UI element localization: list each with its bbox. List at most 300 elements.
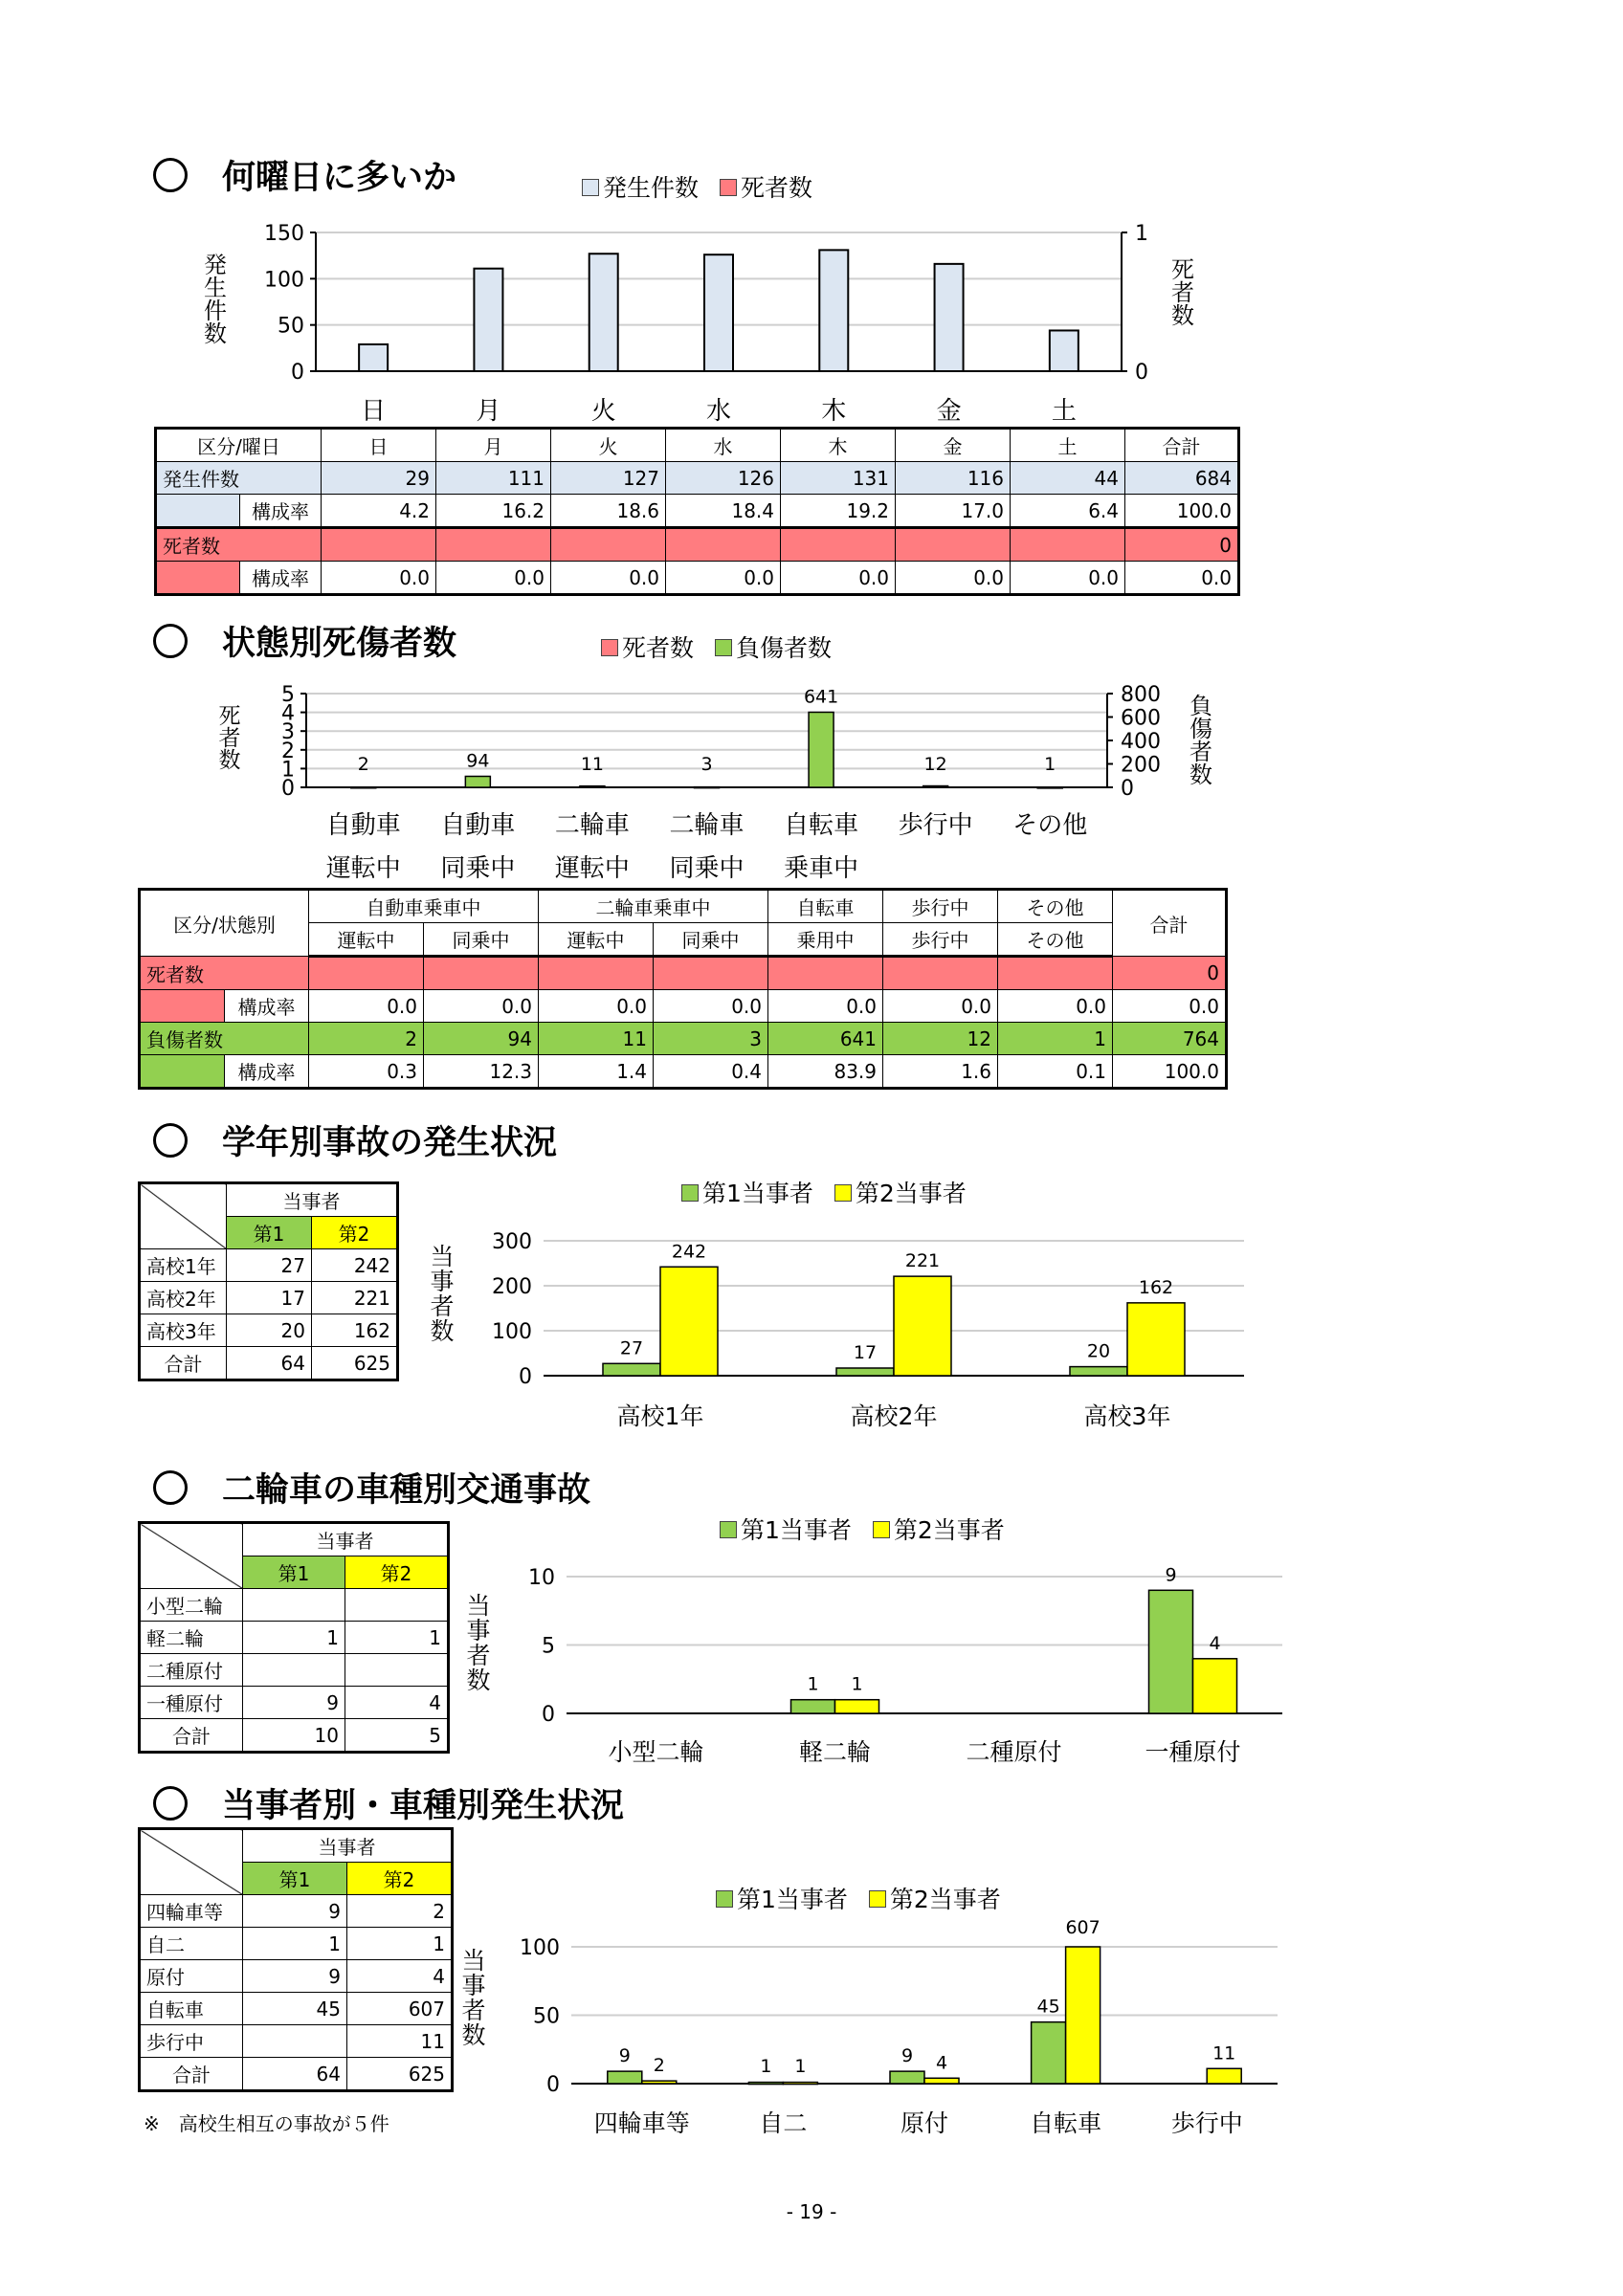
table-cell: 116 (896, 462, 1011, 495)
x-tick-label: 月 (476, 397, 501, 426)
data-label: 2 (653, 2055, 665, 2077)
y-tick-label: 50 (533, 2004, 560, 2029)
bar-injured (809, 712, 834, 787)
table-cell: 0 (1113, 957, 1226, 990)
table-cell: 11 (347, 2025, 452, 2058)
party-header: 当事者 (227, 1184, 397, 1217)
bar-injured (351, 787, 376, 788)
y2-axis-label: 負 (1189, 693, 1212, 719)
bar-party2 (1193, 1659, 1237, 1713)
y2-axis-label: 死 (1171, 256, 1194, 283)
bar-party2 (1127, 1303, 1185, 1376)
table-cell: 1.4 (539, 1055, 654, 1088)
x-tick-label: 同乗中 (669, 854, 745, 883)
footnote: ※ 高校生相互の事故が５件 (144, 2112, 389, 2135)
data-label: 1 (760, 2056, 772, 2077)
row-label: 高校2年 (141, 1282, 227, 1314)
legend-weekday: 発生件数 死者数 (582, 169, 826, 204)
table-cell: 1 (243, 1928, 347, 1960)
table-cell: 1 (345, 1622, 448, 1654)
section-title-state: 状態別死傷者数 (153, 617, 456, 665)
table-cell: 0.1 (998, 1055, 1113, 1088)
data-label: 221 (904, 1250, 941, 1272)
table-cell: 0.0 (424, 990, 539, 1023)
table-corner: 区分/状態別 (141, 891, 309, 957)
data-label: 607 (1065, 1917, 1101, 1938)
x-tick-label: 軽二輪 (798, 1738, 872, 1766)
table-cell: 94 (424, 1023, 539, 1055)
bar-party2 (1207, 2068, 1241, 2084)
row-label: 歩行中 (141, 2025, 243, 2058)
table-cell (666, 528, 781, 562)
table-cell: 0.0 (666, 562, 781, 594)
bar-party1 (608, 2071, 642, 2084)
y-axis-label: 件 (204, 298, 227, 324)
row-label: 一種原付 (141, 1687, 243, 1719)
row-label: 発生件数 (157, 462, 322, 495)
bar-party2 (924, 2078, 959, 2084)
table-diagonal-corner (141, 1830, 243, 1895)
bar-injured (1037, 787, 1062, 788)
y-axis-label: 事 (466, 1617, 491, 1645)
legend-swatch-yellow (834, 1184, 852, 1202)
section-title-twowheel: 二輪車の車種別交通事故 (153, 1464, 590, 1512)
col-header-1: 第1 (243, 1863, 347, 1895)
table-cell (243, 1654, 345, 1687)
table-cell (781, 528, 896, 562)
bar-party1 (748, 2083, 783, 2085)
x-tick-label: 高校3年 (1083, 1402, 1171, 1430)
table-cell: 18.6 (551, 495, 666, 528)
table-twowheel (140, 1523, 448, 1752)
table-header-cell: 自転車 (768, 891, 883, 923)
y-axis-label: 当 (466, 1592, 491, 1620)
table-cell: 20 (227, 1314, 312, 1347)
row-label-spacer (141, 990, 225, 1023)
table-weekday (156, 429, 1238, 594)
data-label: 3 (700, 754, 713, 775)
table-cell (436, 528, 551, 562)
table-cell: 0.0 (539, 990, 654, 1023)
y2-axis-label: 傷 (1189, 716, 1212, 742)
chart-twowheel (450, 1555, 1292, 1770)
bar-weekday (819, 250, 848, 371)
col-header-2: 第2 (347, 1863, 452, 1895)
row-label: 軽二輪 (141, 1622, 243, 1654)
table-header-cell: その他 (998, 891, 1113, 923)
row-label: 原付 (141, 1960, 243, 1993)
y-axis-label: 者 (218, 726, 241, 751)
table-cell: 2 (309, 1023, 424, 1055)
x-tick-label: 乗車中 (784, 854, 859, 883)
row-label: 負傷者数 (141, 1023, 309, 1055)
y2-axis-label: 数 (1189, 762, 1212, 788)
table-cell: 0.0 (896, 562, 1011, 594)
table-cell: 0.0 (551, 562, 666, 594)
y-tick-label: 0 (291, 361, 304, 385)
table-cell (322, 528, 436, 562)
table-corner: 区分/曜日 (157, 430, 322, 462)
y-tick-label: 10 (528, 1566, 555, 1590)
bar-injured (580, 786, 605, 787)
data-label: 1 (851, 1673, 863, 1695)
section-title-grade: 学年別事故の発生状況 (153, 1116, 557, 1164)
row-label-spacer (141, 1055, 225, 1088)
table-cell (551, 528, 666, 562)
data-label: 20 (1086, 1340, 1111, 1362)
table-cell: 162 (312, 1314, 397, 1347)
y-axis-label: 当 (461, 1947, 486, 1975)
table-cell: 684 (1125, 462, 1238, 495)
y-axis-label: 数 (461, 2021, 486, 2049)
table-cell: 2 (347, 1895, 452, 1928)
circle-icon (153, 624, 188, 658)
table-cell: 625 (347, 2058, 452, 2090)
y-axis-label: 事 (430, 1268, 455, 1295)
legend-grade: 第1当事者 第2当事者 (681, 1175, 980, 1209)
row-label: 合計 (141, 1347, 227, 1380)
x-tick-label: 自動車 (440, 811, 516, 840)
table-subheader-cell: 乗用中 (768, 923, 883, 957)
table-cell (243, 1589, 345, 1622)
bar-party1 (890, 2071, 924, 2084)
y-tick-label: 1 (281, 758, 295, 783)
table-cell: 1 (243, 1622, 345, 1654)
table-cell: 100.0 (1113, 1055, 1226, 1088)
table-cell: 242 (312, 1249, 397, 1282)
y-tick-label: 100 (264, 268, 304, 293)
table-cell: 16.2 (436, 495, 551, 528)
x-tick-label: 四輪車等 (593, 2109, 690, 2137)
row-label: 四輪車等 (141, 1895, 243, 1928)
x-tick-label: 水 (705, 397, 732, 426)
table-cell: 10 (243, 1719, 345, 1752)
data-label: 4 (1209, 1632, 1221, 1654)
row-label: 構成率 (240, 495, 322, 528)
table-header-cell: 二輪車乗車中 (539, 891, 768, 923)
bar-party2 (894, 1276, 951, 1376)
legend-swatch-green (715, 639, 732, 656)
data-label: 12 (923, 754, 947, 775)
row-label-spacer (157, 562, 240, 594)
row-label: 構成率 (225, 990, 309, 1023)
table-cell: 44 (1011, 462, 1125, 495)
y2-tick-label: 800 (1121, 683, 1161, 707)
legend-twowheel: 第1当事者 第2当事者 (720, 1512, 1018, 1546)
y-tick-label: 300 (492, 1230, 532, 1254)
data-label: 9 (618, 2045, 631, 2067)
table-cell: 4.2 (322, 495, 436, 528)
table-cell: 0.3 (309, 1055, 424, 1088)
table-cell: 27 (227, 1249, 312, 1282)
table-subheader-cell: 同乗中 (424, 923, 539, 957)
chart-weekday (191, 215, 1206, 430)
table-cell (768, 957, 883, 990)
data-label: 2 (357, 754, 369, 775)
table-cell (654, 957, 768, 990)
table-cell: 3 (654, 1023, 768, 1055)
table-cell: 17 (227, 1282, 312, 1314)
circle-icon (153, 1470, 188, 1505)
row-label: 小型二輪 (141, 1589, 243, 1622)
y-tick-label: 0 (281, 777, 295, 801)
bar-party1 (836, 1368, 894, 1376)
legend-swatch-green (681, 1184, 699, 1202)
bar-party1 (603, 1363, 660, 1376)
row-label: 死者数 (157, 528, 322, 562)
table-cell: 9 (243, 1687, 345, 1719)
x-tick-label: 金 (936, 397, 962, 426)
y2-tick-label: 200 (1121, 753, 1161, 778)
bar-party2 (783, 2083, 817, 2085)
data-label: 9 (1165, 1564, 1177, 1586)
data-label: 11 (580, 754, 605, 775)
table-cell: 12 (883, 1023, 998, 1055)
y-axis-label: 数 (218, 748, 241, 773)
legend-state: 死者数 負傷者数 (601, 629, 845, 664)
data-label: 9 (900, 2045, 914, 2067)
bar-party1 (1070, 1367, 1127, 1376)
table-cell: 0.0 (1011, 562, 1125, 594)
bar-weekday (474, 269, 502, 371)
bar-injured (695, 787, 720, 788)
x-tick-label: 二輪車 (669, 811, 745, 840)
table-header-cell: 水 (666, 430, 781, 462)
y2-tick-label: 400 (1121, 730, 1161, 754)
legend-vehicle: 第1当事者 第2当事者 (716, 1881, 1014, 1915)
table-subheader-cell: 歩行中 (883, 923, 998, 957)
table-cell: 0.0 (781, 562, 896, 594)
table-header-cell: 自動車乗車中 (309, 891, 539, 923)
row-label: 二種原付 (141, 1654, 243, 1687)
table-cell: 0.0 (436, 562, 551, 594)
y-axis-label: 生 (204, 275, 227, 301)
legend-swatch-red (601, 639, 618, 656)
bar-weekday (935, 264, 964, 371)
x-tick-label: 高校1年 (616, 1402, 704, 1430)
row-label: 構成率 (225, 1055, 309, 1088)
legend-swatch-red (720, 179, 737, 196)
chart-vehicle (455, 1904, 1297, 2138)
y-tick-label: 0 (519, 1365, 532, 1389)
table-subheader-cell: 同乗中 (654, 923, 768, 957)
table-cell: 625 (312, 1347, 397, 1380)
data-label: 11 (1212, 2042, 1236, 2064)
table-header-cell: 日 (322, 430, 436, 462)
table-header-cell: 月 (436, 430, 551, 462)
table-cell: 18.4 (666, 495, 781, 528)
table-subheader-cell: 運転中 (309, 923, 424, 957)
table-header-cell: 合計 (1125, 430, 1238, 462)
table-cell: 0.0 (654, 990, 768, 1023)
row-label: 自二 (141, 1928, 243, 1960)
y-tick-label: 2 (281, 739, 295, 763)
table-cell: 127 (551, 462, 666, 495)
x-tick-label: 二輪車 (554, 811, 630, 840)
table-cell (539, 957, 654, 990)
data-label: 641 (803, 686, 839, 708)
table-cell (883, 957, 998, 990)
y-axis-label: 事 (461, 1972, 486, 1999)
section-title-vehicle: 当事者別・車種別発生状況 (153, 1779, 624, 1827)
table-cell: 64 (227, 1347, 312, 1380)
bar-weekday (589, 254, 618, 371)
bar-weekday (704, 254, 733, 371)
bar-party1 (1032, 2022, 1066, 2084)
table-cell: 19.2 (781, 495, 896, 528)
table-cell: 764 (1113, 1023, 1226, 1055)
table-cell: 0.0 (309, 990, 424, 1023)
table-header-cell: 木 (781, 430, 896, 462)
col-header-1: 第1 (243, 1556, 345, 1589)
row-label-spacer (157, 495, 240, 528)
x-tick-label: 木 (821, 397, 847, 426)
circle-icon (153, 1786, 188, 1821)
data-label: 45 (1036, 1996, 1060, 2018)
table-header-cell: 金 (896, 430, 1011, 462)
x-tick-label: 運転中 (554, 854, 630, 883)
x-tick-label: 火 (590, 397, 616, 426)
table-cell: 126 (666, 462, 781, 495)
table-cell: 6.4 (1011, 495, 1125, 528)
table-state (140, 890, 1226, 1088)
y2-tick-label: 0 (1135, 361, 1148, 385)
bar-party2 (835, 1700, 879, 1713)
table-cell: 12.3 (424, 1055, 539, 1088)
table-grade (140, 1183, 397, 1380)
row-label: 構成率 (240, 562, 322, 594)
table-cell: 11 (539, 1023, 654, 1055)
y-tick-label: 0 (546, 2073, 560, 2097)
x-tick-label: 同乗中 (440, 854, 516, 883)
data-label: 94 (466, 750, 490, 772)
table-cell: 4 (345, 1687, 448, 1719)
y-axis-label: 発 (204, 252, 227, 278)
table-header-cell: 合計 (1113, 891, 1226, 957)
table-cell: 9 (243, 1895, 347, 1928)
table-cell: 641 (768, 1023, 883, 1055)
data-label: 1 (794, 2056, 807, 2077)
x-tick-label: 自動車 (325, 811, 401, 840)
y2-axis-label: 数 (1171, 302, 1194, 329)
table-cell: 0.0 (1125, 562, 1238, 594)
bar-party1 (791, 1700, 835, 1713)
y-tick-label: 4 (281, 701, 295, 726)
data-label: 242 (671, 1241, 707, 1263)
table-diagonal-corner (141, 1184, 227, 1249)
y-tick-label: 5 (542, 1634, 555, 1659)
table-cell: 111 (436, 462, 551, 495)
table-cell: 0.0 (768, 990, 883, 1023)
y-tick-label: 150 (264, 222, 304, 246)
row-label: 高校3年 (141, 1314, 227, 1347)
table-cell: 131 (781, 462, 896, 495)
data-label: 1 (807, 1673, 819, 1695)
section-title-weekday: 何曜日に多いか (153, 151, 456, 199)
legend-swatch-blue (582, 179, 599, 196)
table-cell: 0.0 (1113, 990, 1226, 1023)
y-axis-label: 当 (430, 1243, 455, 1270)
y-tick-label: 100 (492, 1320, 532, 1344)
x-tick-label: 自転車 (784, 811, 859, 840)
table-cell (1011, 528, 1125, 562)
y-axis-label: 者 (466, 1642, 491, 1669)
chart-state (206, 670, 1239, 890)
y-tick-label: 50 (278, 314, 304, 339)
circle-icon (153, 158, 188, 192)
y-axis-label: 者 (461, 1997, 486, 2024)
table-cell: 9 (243, 1960, 347, 1993)
table-cell: 5 (345, 1719, 448, 1752)
circle-icon (153, 1123, 188, 1158)
table-cell: 0 (1125, 528, 1238, 562)
table-subheader-cell: その他 (998, 923, 1113, 957)
y-axis-label: 数 (430, 1317, 455, 1345)
y-axis-label: 者 (430, 1292, 455, 1320)
table-cell (309, 957, 424, 990)
y-axis-label: 死 (218, 704, 241, 729)
table-header-cell: 土 (1011, 430, 1125, 462)
y2-axis-label: 者 (1171, 279, 1194, 306)
table-diagonal-corner (141, 1524, 243, 1589)
page-number: - 19 - (786, 2200, 837, 2223)
table-subheader-cell: 運転中 (539, 923, 654, 957)
y-tick-label: 100 (520, 1936, 560, 1960)
table-cell: 0.0 (322, 562, 436, 594)
x-tick-label: 土 (1051, 397, 1077, 426)
table-cell: 83.9 (768, 1055, 883, 1088)
party-header: 当事者 (243, 1830, 452, 1863)
x-tick-label: 歩行中 (1170, 2109, 1243, 2137)
bar-weekday (359, 344, 388, 371)
bar-party2 (642, 2081, 677, 2084)
table-cell: 0.4 (654, 1055, 768, 1088)
x-tick-label: その他 (1012, 811, 1088, 840)
col-header-2: 第2 (345, 1556, 448, 1589)
y2-axis-label: 者 (1189, 739, 1212, 765)
bar-party2 (660, 1267, 718, 1376)
y-axis-label: 数 (466, 1667, 491, 1694)
x-tick-label: 歩行中 (898, 811, 973, 840)
table-cell: 17.0 (896, 495, 1011, 528)
table-cell: 1 (347, 1928, 452, 1960)
row-label: 合計 (141, 2058, 243, 2090)
x-tick-label: 原付 (900, 2109, 949, 2137)
bar-injured (465, 776, 490, 787)
x-tick-label: 日 (361, 397, 387, 426)
x-tick-label: 二種原付 (966, 1738, 1062, 1766)
x-tick-label: 自転車 (1030, 2109, 1102, 2137)
table-cell: 1.6 (883, 1055, 998, 1088)
table-header-cell: 歩行中 (883, 891, 998, 923)
y2-tick-label: 600 (1121, 706, 1161, 731)
table-cell: 100.0 (1125, 495, 1238, 528)
table-cell (243, 2025, 347, 2058)
y-tick-label: 5 (281, 683, 295, 707)
table-cell: 45 (243, 1993, 347, 2025)
data-label: 27 (619, 1337, 644, 1359)
table-cell (998, 957, 1113, 990)
table-cell: 29 (322, 462, 436, 495)
legend-swatch-yellow (873, 1521, 890, 1538)
y-tick-label: 3 (281, 720, 295, 745)
table-cell (896, 528, 1011, 562)
legend-swatch-green (720, 1521, 737, 1538)
data-label: 4 (935, 2052, 948, 2074)
bar-injured (923, 786, 948, 787)
chart-grade (411, 1205, 1263, 1440)
bar-party1 (1149, 1590, 1193, 1713)
